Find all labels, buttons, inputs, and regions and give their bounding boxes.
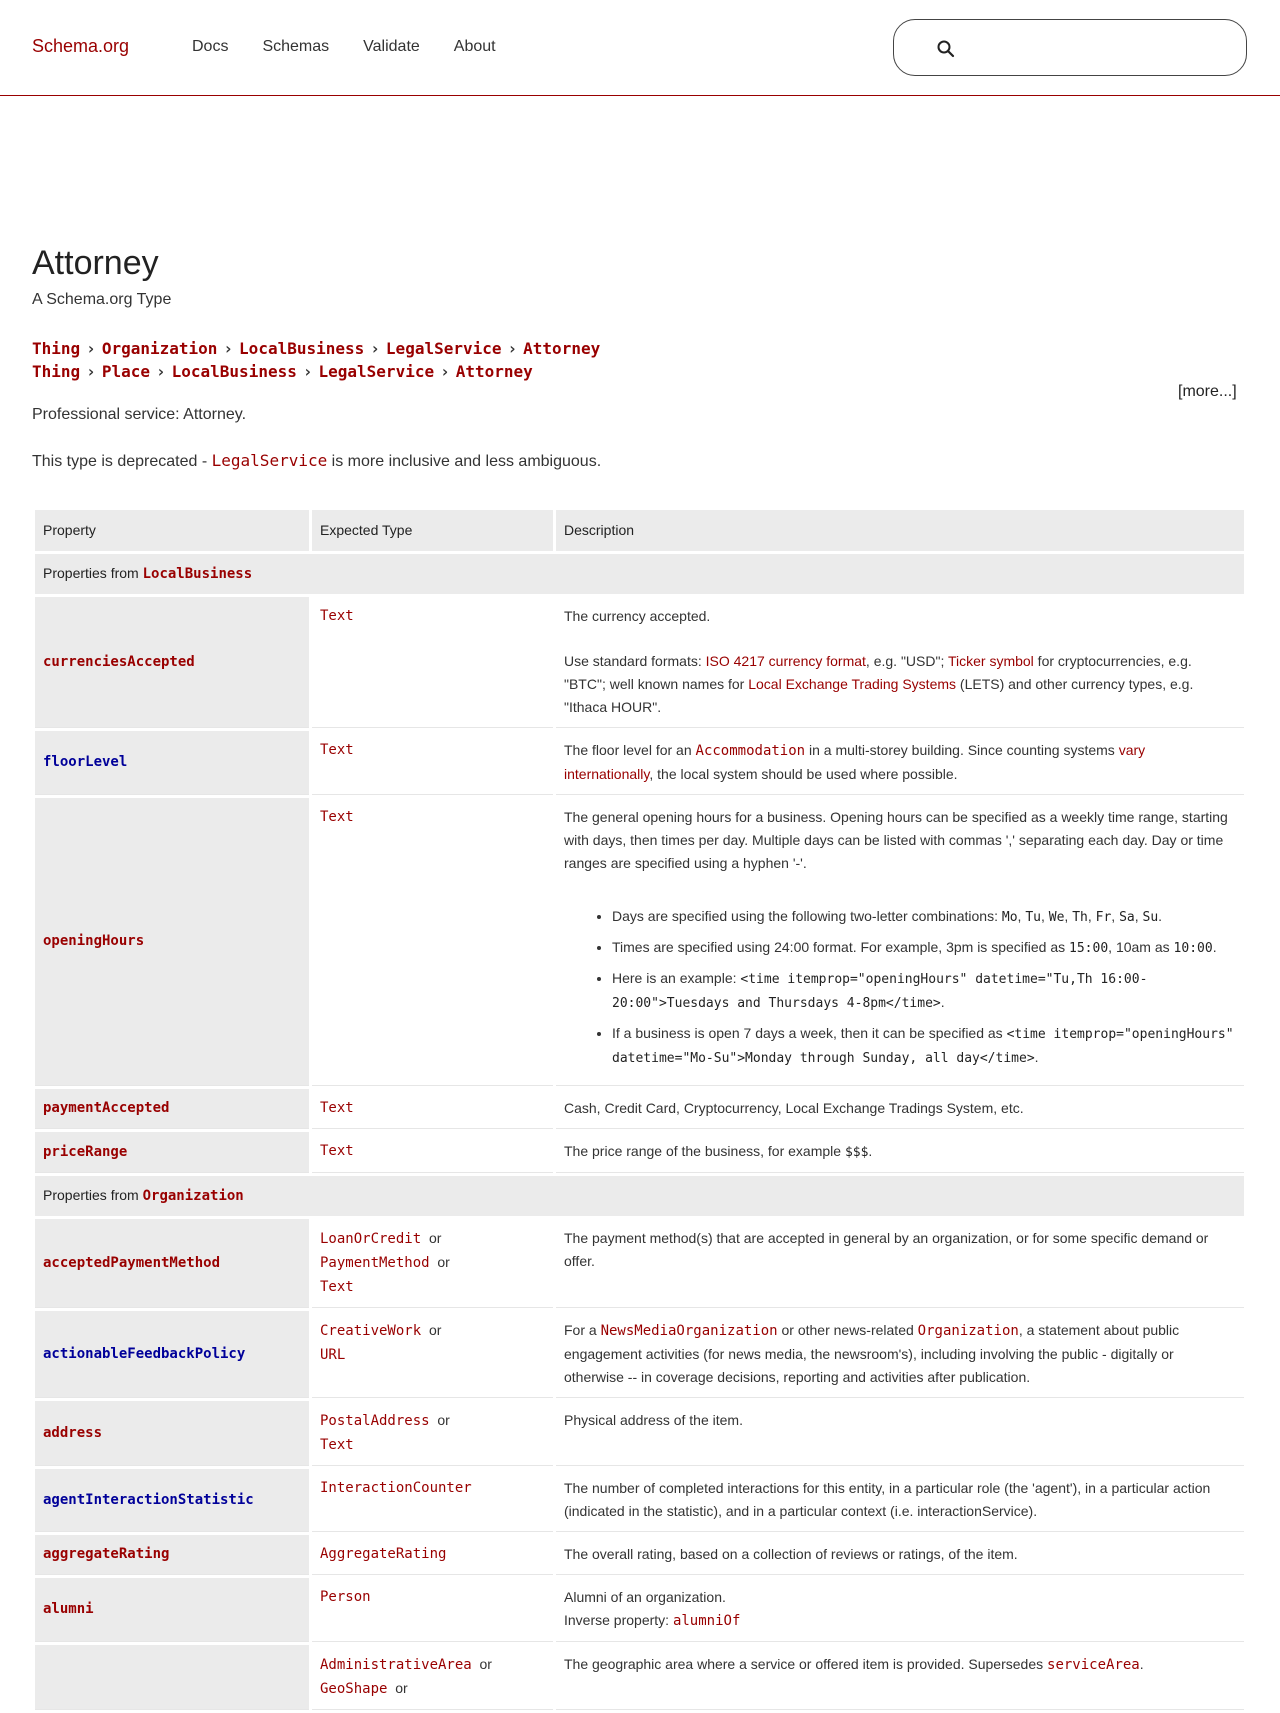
breadcrumb-separator: › xyxy=(507,339,518,358)
list-item: • Here is an example: <time itemprop="openingHours" datetime="Tu,Th 16:00-20:00">Tuesdays and Thursdays 4-8pm</time>. xyxy=(612,967,1236,1015)
site-logo[interactable]: Schema.org xyxy=(32,36,130,56)
section-header xyxy=(35,1176,1244,1216)
inverse-property-link[interactable]: alumniOf xyxy=(672,1613,741,1629)
description-text xyxy=(564,650,1236,719)
page-subtitle: A Schema.org Type xyxy=(32,291,172,308)
property-name[interactable]: floorLevel xyxy=(35,731,309,795)
breadcrumb-separator: › xyxy=(155,362,166,381)
inverse-property xyxy=(564,1609,1236,1633)
table-row xyxy=(35,1219,1244,1308)
expected-type[interactable]: PostalAddress xyxy=(320,1413,430,1429)
breadcrumb-separator: › xyxy=(86,362,96,381)
main-nav xyxy=(192,38,496,56)
table-row xyxy=(35,1401,1244,1466)
header-expected-type: Expected Type xyxy=(312,510,553,551)
section-header xyxy=(35,554,1244,594)
text-span: , 10am as xyxy=(1108,939,1174,955)
table-row xyxy=(35,1132,1244,1173)
property-name[interactable]: agentInteractionStatistic xyxy=(35,1469,309,1532)
description-text: The general opening hours for a business. Opening hours can be specified as a weekly time range, starting with days, then times per day. Multiple days can be listed with commas ',' separating each day. Day or time ranges are specified using a hyphen '-'. xyxy=(564,809,1228,871)
code-span: 10:00 xyxy=(1173,941,1213,956)
text-span: , the local system should be used where possible. xyxy=(649,766,958,782)
breadcrumb-attorney[interactable]: Attorney xyxy=(455,362,533,381)
table-row xyxy=(35,1645,1244,1710)
or-text: or xyxy=(428,1230,442,1246)
expected-type[interactable]: Text xyxy=(312,731,553,795)
or-text: or xyxy=(437,1412,450,1428)
expected-type[interactable]: Person xyxy=(312,1578,553,1642)
nav-about[interactable]: About xyxy=(453,38,496,55)
list-item: • If a business is open 7 days a week, then it can be specified as <time itemprop="openingHours" datetime="Mo-Su">Monday through Sunday, all day</time>. xyxy=(612,1022,1236,1070)
description-link[interactable]: serviceArea xyxy=(1047,1657,1140,1673)
expected-type[interactable]: URL xyxy=(320,1347,346,1363)
description-link[interactable]: Accommodation xyxy=(695,743,806,759)
breadcrumb-thing[interactable]: Thing xyxy=(32,362,81,381)
nav-validate[interactable]: Validate xyxy=(363,38,420,55)
expected-type[interactable]: Text xyxy=(320,1437,354,1453)
breadcrumb-separator: › xyxy=(223,339,234,358)
expected-type-list xyxy=(312,1645,553,1710)
section-prefix: Properties from xyxy=(43,565,143,581)
breadcrumb-separator: › xyxy=(86,339,96,358)
expected-type[interactable]: Text xyxy=(312,1089,553,1129)
code-span: <time itemprop="openingHours" datetime="Tu,Th 16:00-20:00">Tuesdays and Thursdays 4-8pm</time> xyxy=(612,972,1148,1011)
or-text: or xyxy=(479,1656,492,1672)
text-span: , e.g. "USD"; xyxy=(865,653,948,669)
more-link[interactable]: [more...] xyxy=(1178,383,1237,400)
deprecation-link[interactable]: LegalService xyxy=(211,451,328,470)
description-link[interactable]: Local Exchange Trading Systems xyxy=(748,676,957,692)
expected-type-list xyxy=(312,1219,553,1308)
property-description: The price range of the business, for example $$$. xyxy=(556,1132,1244,1173)
or-text: or xyxy=(428,1322,442,1338)
breadcrumb-place[interactable]: Place xyxy=(101,362,150,381)
nav-docs[interactable]: Docs xyxy=(192,38,229,55)
text-span: or other news-related xyxy=(777,1322,918,1338)
expected-type[interactable]: PaymentMethod xyxy=(320,1255,430,1271)
deprecation-suffix: is more inclusive and less ambiguous. xyxy=(327,453,602,470)
property-description: The overall rating, based on a collection of reviews or ratings, of the item. xyxy=(556,1535,1244,1575)
breadcrumb-legalservice[interactable]: LegalService xyxy=(318,362,435,381)
property-name[interactable]: aggregateRating xyxy=(35,1535,309,1575)
property-description xyxy=(556,731,1244,795)
code-span: Fr xyxy=(1095,910,1112,925)
header-description: Description xyxy=(556,510,1244,551)
property-description xyxy=(556,597,1244,728)
description-link[interactable]: Organization xyxy=(917,1323,1019,1339)
property-name[interactable]: alumni xyxy=(35,1578,309,1642)
property-name[interactable]: openingHours xyxy=(35,798,309,1086)
breadcrumb-line xyxy=(32,337,600,360)
table-row xyxy=(35,798,1244,1086)
property-description: The number of completed interactions for this entity, in a particular role (the 'agent'), in a particular action (indicated in the statistic), and in a particular context (i.e. interactionService). xyxy=(556,1469,1244,1532)
property-name[interactable] xyxy=(35,1645,309,1710)
property-description: The payment method(s) that are accepted in general by an organization, or for some specific demand or offer. xyxy=(556,1219,1244,1308)
expected-type[interactable]: InteractionCounter xyxy=(312,1469,553,1532)
property-description xyxy=(556,1645,1244,1710)
expected-type[interactable]: LoanOrCredit xyxy=(320,1231,422,1247)
text-span: Here is an example: xyxy=(612,970,741,986)
description-link[interactable]: vary internationally xyxy=(564,742,1146,782)
text-span: Days are specified using the following two-letter combinations: xyxy=(612,908,1002,924)
search-box[interactable] xyxy=(893,19,1247,76)
property-name[interactable]: address xyxy=(35,1401,309,1466)
code-span: Tu xyxy=(1025,910,1041,925)
type-description: Professional service: Attorney. xyxy=(32,406,247,423)
or-text: or xyxy=(395,1680,408,1696)
breadcrumb-separator: › xyxy=(302,362,313,381)
breadcrumb xyxy=(32,337,600,383)
text-span: for cryptocurrencies, e.g. "BTC"; well known names for xyxy=(564,653,1192,692)
property-name[interactable]: acceptedPaymentMethod xyxy=(35,1219,309,1308)
section-prefix: Properties from xyxy=(43,1187,143,1203)
description-text: The currency accepted. xyxy=(564,608,711,624)
list-item: • Days are specified using the following two-letter combinations: Mo, Tu, We, Th, Fr, Sa, Su. xyxy=(612,905,1236,929)
property-description xyxy=(556,798,1244,1086)
section-link[interactable]: LocalBusiness xyxy=(142,566,253,582)
search-input[interactable] xyxy=(974,30,1224,66)
expected-type[interactable]: GeoShape xyxy=(320,1681,388,1697)
table-row xyxy=(35,597,1244,728)
table-row xyxy=(35,731,1244,795)
description-link[interactable]: ISO 4217 currency format xyxy=(705,653,866,669)
code-span: We xyxy=(1048,910,1065,925)
property-description xyxy=(556,1311,1244,1398)
property-name[interactable]: priceRange xyxy=(35,1132,309,1173)
description-link[interactable]: Ticker symbol xyxy=(947,653,1034,669)
breadcrumb-localbusiness[interactable]: LocalBusiness xyxy=(171,362,297,381)
properties-table xyxy=(32,507,1247,1713)
search-icon xyxy=(936,39,956,59)
text-span: Times are specified using 24:00 format. For example, 3pm is specified as xyxy=(612,939,1070,955)
code-span: 15:00 xyxy=(1069,941,1109,956)
breadcrumb-separator: › xyxy=(440,362,450,381)
section-link[interactable]: Organization xyxy=(142,1188,244,1204)
expected-type[interactable]: CreativeWork xyxy=(320,1323,422,1339)
breadcrumb-attorney[interactable]: Attorney xyxy=(523,339,601,358)
text-span: If a business is open 7 days a week, then it can be specified as xyxy=(612,1025,1007,1041)
breadcrumb-thing[interactable]: Thing xyxy=(32,339,81,358)
table-row xyxy=(35,1578,1244,1642)
expected-type[interactable]: Text xyxy=(312,597,553,728)
page-title: Attorney xyxy=(32,244,159,282)
property-description xyxy=(556,1578,1244,1642)
code-span: $$$ xyxy=(844,1145,869,1160)
text-span: (LETS) and other currency types, e.g. "Ithaca HOUR". xyxy=(564,676,1194,715)
text-span: . xyxy=(1139,1656,1144,1672)
expected-type[interactable]: Text xyxy=(312,1132,553,1173)
code-span: <time itemprop="openingHours" datetime="Mo-Su">Monday through Sunday, all day</time> xyxy=(612,1027,1234,1066)
or-text: or xyxy=(437,1254,450,1270)
property-name[interactable]: actionableFeedbackPolicy xyxy=(35,1311,309,1398)
code-span: Sa xyxy=(1119,910,1135,925)
table-row xyxy=(35,1089,1244,1129)
description-link[interactable]: NewsMediaOrganization xyxy=(600,1323,778,1339)
code-span: Su xyxy=(1142,910,1159,925)
expected-type[interactable]: Text xyxy=(312,798,553,1086)
expected-type-list xyxy=(312,1311,553,1398)
text-span: in a multi-storey building. Since counting systems xyxy=(805,742,1119,758)
text-span: The price range of the business, for example xyxy=(564,1143,845,1159)
expected-type[interactable]: Text xyxy=(320,1279,354,1295)
code-span: Mo xyxy=(1001,910,1018,925)
text-span: The geographic area where a service or offered item is provided. Supersedes xyxy=(564,1656,1048,1672)
code-span: Th xyxy=(1072,910,1088,925)
expected-type-list xyxy=(312,1401,553,1466)
table-row xyxy=(35,1469,1244,1532)
property-description: Physical address of the item. xyxy=(556,1401,1244,1466)
table-row xyxy=(35,1535,1244,1575)
text-span: The floor level for an xyxy=(564,742,696,758)
breadcrumb-separator: › xyxy=(370,339,380,358)
property-name[interactable]: currenciesAccepted xyxy=(35,597,309,728)
list-item: • Times are specified using 24:00 format. For example, 3pm is specified as 15:00, 10am as 10:00. xyxy=(612,936,1236,960)
breadcrumb-line xyxy=(32,360,600,383)
property-description: Cash, Credit Card, Cryptocurrency, Local Exchange Tradings System, etc. xyxy=(556,1089,1244,1129)
site-header xyxy=(0,0,1280,96)
text-span: Use standard formats: xyxy=(564,653,706,669)
bullet-list xyxy=(564,905,1236,1070)
text-span: , a statement about public engagement activities (for news media, the newsroom's), including involving the public - digitally or otherwise -- in coverage decisions, reporting and activities after publication. xyxy=(564,1322,1180,1385)
expected-type[interactable]: AggregateRating xyxy=(312,1535,553,1575)
table-row xyxy=(35,1311,1244,1398)
breadcrumb-legalservice[interactable]: LegalService xyxy=(385,339,502,358)
text-span: For a xyxy=(564,1322,601,1338)
description-text: Alumni of an organization. xyxy=(564,1589,726,1605)
text-span: Inverse property: xyxy=(564,1612,673,1628)
property-name[interactable]: paymentAccepted xyxy=(35,1089,309,1129)
breadcrumb-localbusiness[interactable]: LocalBusiness xyxy=(239,339,365,358)
header-property: Property xyxy=(35,510,309,551)
breadcrumb-organization[interactable]: Organization xyxy=(101,339,218,358)
deprecation-prefix: This type is deprecated - xyxy=(32,453,212,470)
expected-type[interactable]: AdministrativeArea xyxy=(320,1657,472,1673)
deprecation-notice xyxy=(32,451,601,471)
nav-schemas[interactable]: Schemas xyxy=(262,38,330,55)
